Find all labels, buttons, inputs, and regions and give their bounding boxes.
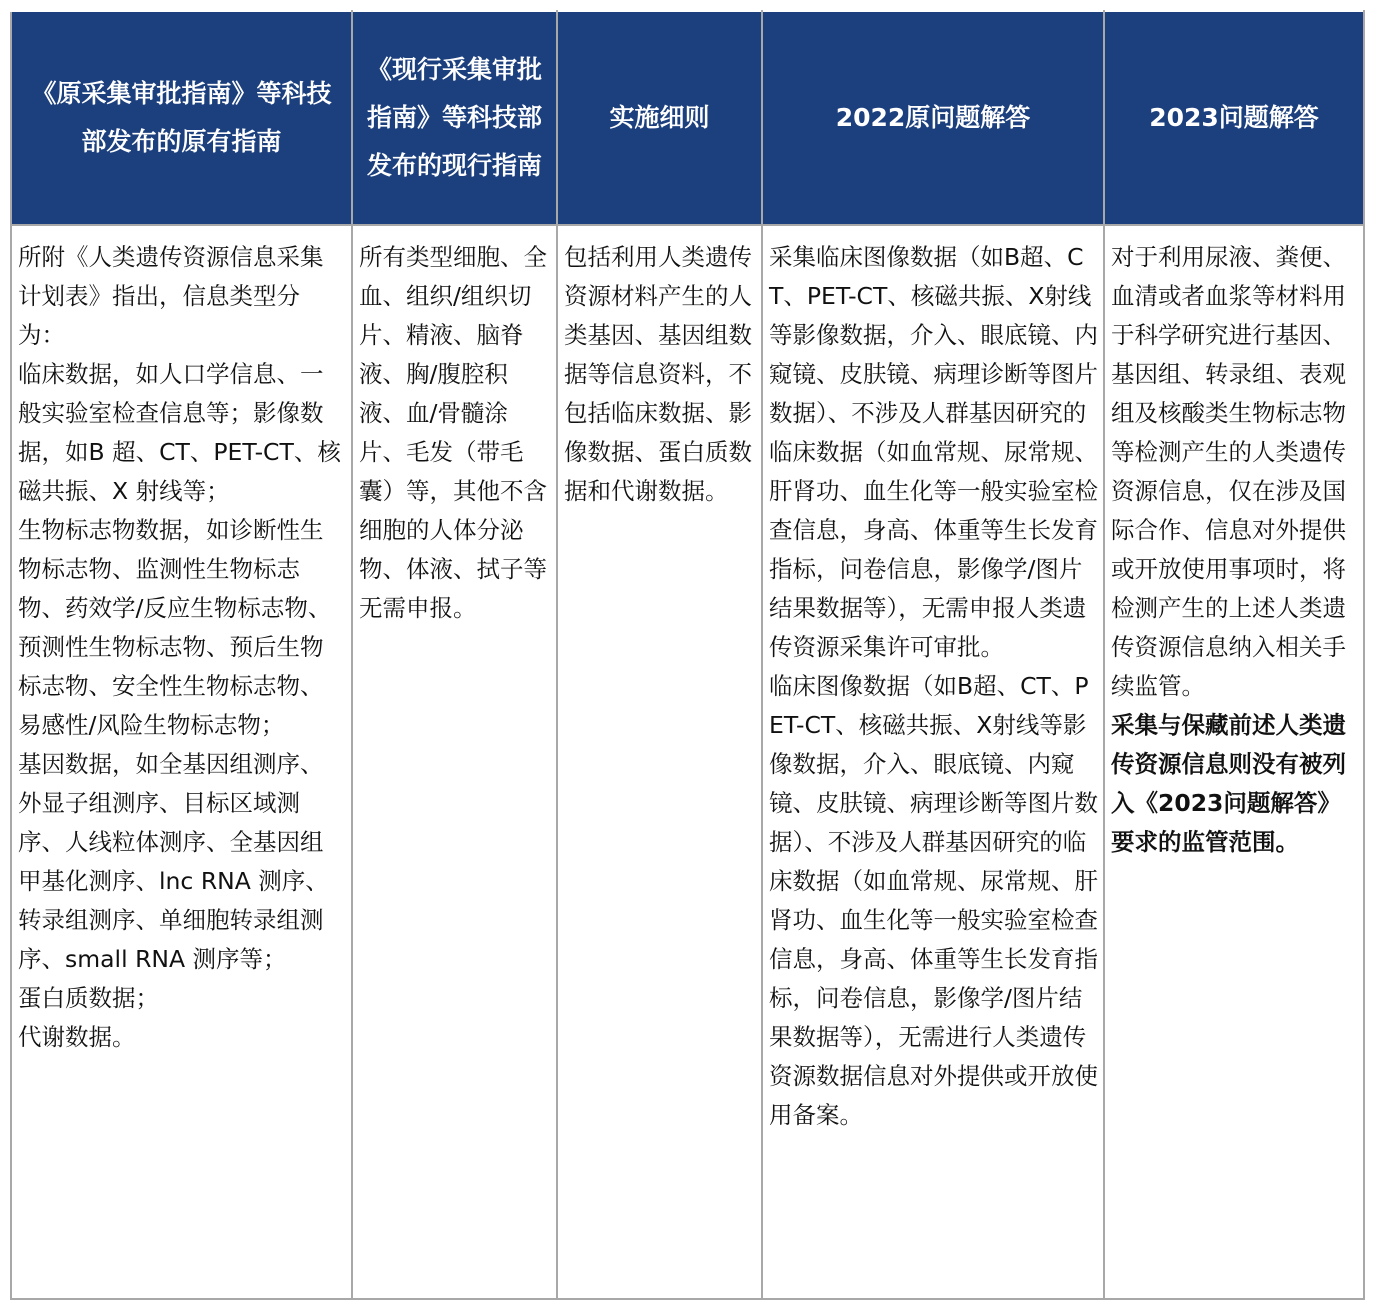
cell-2023-qa — [1104, 225, 1364, 1299]
cell-paragraph: 所附《人类遗传资源信息采集计划表》指出，信息类型分为： — [18, 243, 324, 349]
cell-original-guidelines — [11, 225, 352, 1299]
table-row — [11, 225, 1364, 1299]
cell-paragraph: 包括利用人类遗传资源材料产生的人类基因、基因组数据等信息资料，不包括临床数据、影像数据、蛋白质数据和代谢数据。 — [564, 243, 752, 505]
cell-current-guidelines — [352, 225, 557, 1299]
cell-paragraph: 采集临床图像数据（如B超、CT、PET-CT、核磁共振、X射线等影像数据，介入、眼底镜、内窥镜、皮肤镜、病理诊断等图片数据）、不涉及人群基因研究的临床数据（如血常规、尿常规、肝肾功、血生化等一般实验室检查信息，身高、体重等生长发育指标，问卷信息，影像学/图片结果数据等），无需申报人类遗传资源采集许可审批。 — [769, 243, 1098, 661]
header-2022-qa: 2022原问题解答 — [762, 11, 1104, 225]
cell-paragraph: 蛋白质数据； — [18, 984, 159, 1012]
cell-paragraph: 基因数据，如全基因组测序、外显子组测序、目标区域测序、人线粒体测序、全基因组甲基化测序、lnc RNA 测序、转录组测序、单细胞转录组测序、small RNA 测序等； — [18, 750, 329, 973]
cell-paragraph: 临床数据，如人口学信息、一般实验室检查信息等；影像数据，如B 超、CT、PET-CT、核磁共振、X 射线等； — [18, 360, 341, 505]
cell-paragraph: 所有类型细胞、全血、组织/组织切片、精液、脑脊液、胸/腹腔积液、血/骨髓涂片、毛发（带毛囊）等，其他不含细胞的人体分泌物、体液、拭子等无需申报。 — [359, 243, 547, 622]
cell-paragraph: 对于利用尿液、粪便、血清或者血浆等材料用于科学研究进行基因、基因组、转录组、表观组及核酸类生物标志物等检测产生的人类遗传资源信息，仅在涉及国际合作、信息对外提供或开放使用事项时，将检测产生的上述人类遗传资源信息纳入相关手续监管。 — [1111, 243, 1346, 700]
cell-paragraph: 生物标志物数据，如诊断性生物标志物、监测性生物标志物、药效学/反应生物标志物、预测性生物标志物、预后生物标志物、安全性生物标志物、易感性/风险生物标志物； — [18, 516, 332, 739]
cell-paragraph: 代谢数据。 — [18, 1023, 136, 1051]
cell-paragraph: 临床图像数据（如B超、CT、PET-CT、核磁共振、X射线等影像数据，介入、眼底镜、内窥镜、皮肤镜、病理诊断等图片数据）、不涉及人群基因研究的临床数据（如血常规、尿常规、肝肾功、血生化等一般实验室检查信息，身高、体重等生长发育指标，问卷信息，影像学/图片结果数据等），无需进行人类遗传资源数据信息对外提供或开放使用备案。 — [769, 672, 1098, 1129]
header-implementation-rules: 实施细则 — [557, 11, 762, 225]
cell-implementation-rules — [557, 225, 762, 1299]
cell-2022-qa — [762, 225, 1104, 1299]
header-row — [11, 11, 1364, 225]
comparison-table — [10, 10, 1365, 1300]
header-current-guidelines: 《现行采集审批指南》等科技部发布的现行指南 — [352, 11, 557, 225]
cell-paragraph-bold: 采集与保藏前述人类遗传资源信息则没有被列入《2023问题解答》要求的监管范围。 — [1111, 711, 1346, 856]
header-original-guidelines: 《原采集审批指南》等科技部发布的原有指南 — [11, 11, 352, 225]
header-2023-qa: 2023问题解答 — [1104, 11, 1364, 225]
